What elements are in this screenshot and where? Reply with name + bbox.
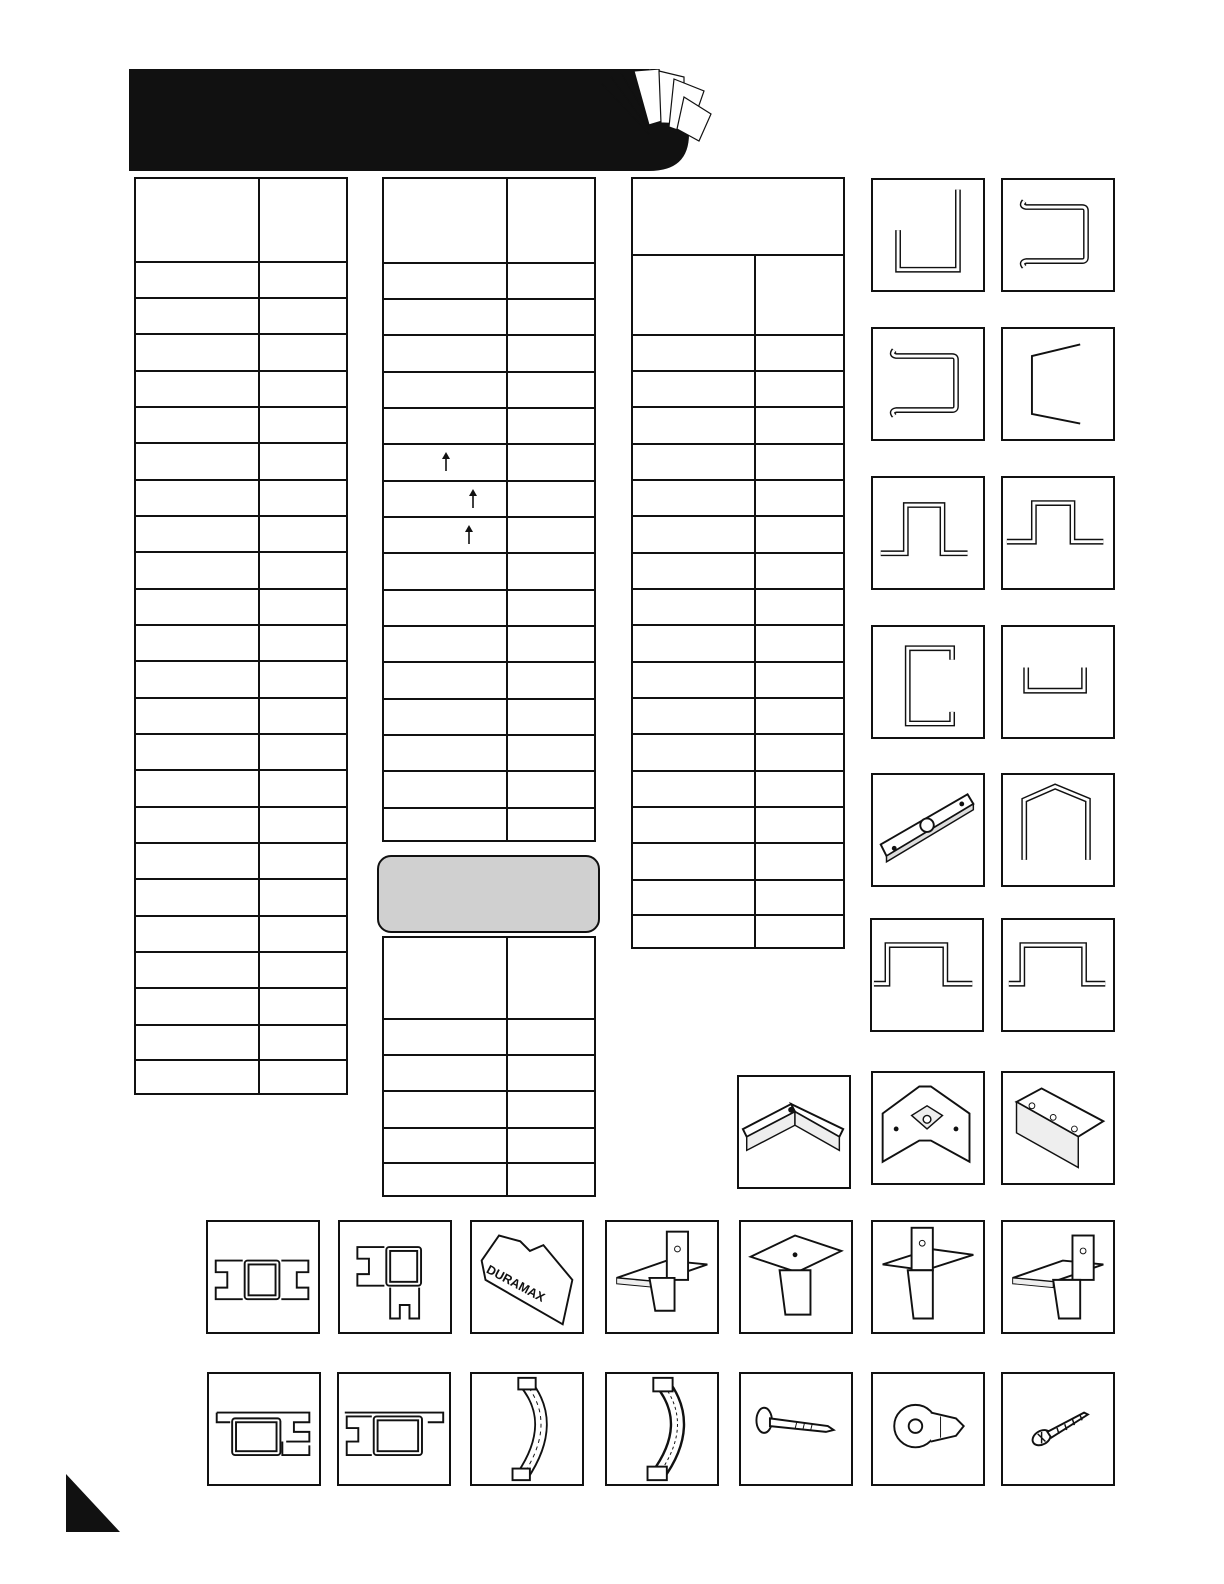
up-arrow-icon — [464, 525, 474, 545]
mounting-plate-icon — [871, 773, 985, 887]
corner-connector-icon — [737, 1075, 851, 1189]
hat-clip-icon — [1001, 476, 1115, 590]
parts-table-a — [134, 177, 348, 1095]
c-channel-icon — [871, 625, 985, 739]
page-corner-triangle — [66, 1474, 120, 1532]
post-bracket-icon — [1001, 1220, 1115, 1334]
grey-label-box — [377, 855, 600, 933]
parts-table-c — [631, 177, 845, 949]
hat-clip-icon — [871, 476, 985, 590]
screw-icon — [1001, 1372, 1115, 1486]
post-bracket-icon — [605, 1220, 719, 1334]
post-bracket-icon — [739, 1220, 853, 1334]
hat-channel-icon — [1001, 918, 1115, 1032]
profile-icon — [207, 1372, 321, 1486]
duramax-cap-icon — [470, 1220, 584, 1334]
hat-channel-icon — [870, 918, 984, 1032]
corner-bracket-icon — [871, 1071, 985, 1185]
up-arrow-icon — [441, 452, 451, 472]
handle-icon — [605, 1372, 719, 1486]
spring-clip-icon — [1001, 327, 1115, 441]
parts-table-d — [382, 936, 596, 1197]
parts-table-b — [382, 177, 596, 842]
c-clip-icon — [871, 327, 985, 441]
post-bracket-icon — [871, 1220, 985, 1334]
plug-icon — [871, 1372, 985, 1486]
profile-icon — [206, 1220, 320, 1334]
u-bracket-icon — [871, 178, 985, 292]
up-arrow-icon — [468, 489, 478, 509]
hairpin-clip-icon — [1001, 773, 1115, 887]
small-u-clip-icon — [1001, 625, 1115, 739]
header-banner — [129, 69, 729, 179]
c-clip-icon — [1001, 178, 1115, 292]
nail-icon — [739, 1372, 853, 1486]
profile-icon — [338, 1220, 452, 1334]
channel-connector-icon — [1001, 1071, 1115, 1185]
duramax-logo: DURAMAX — [484, 1262, 548, 1305]
handle-icon — [470, 1372, 584, 1486]
profile-icon — [337, 1372, 451, 1486]
